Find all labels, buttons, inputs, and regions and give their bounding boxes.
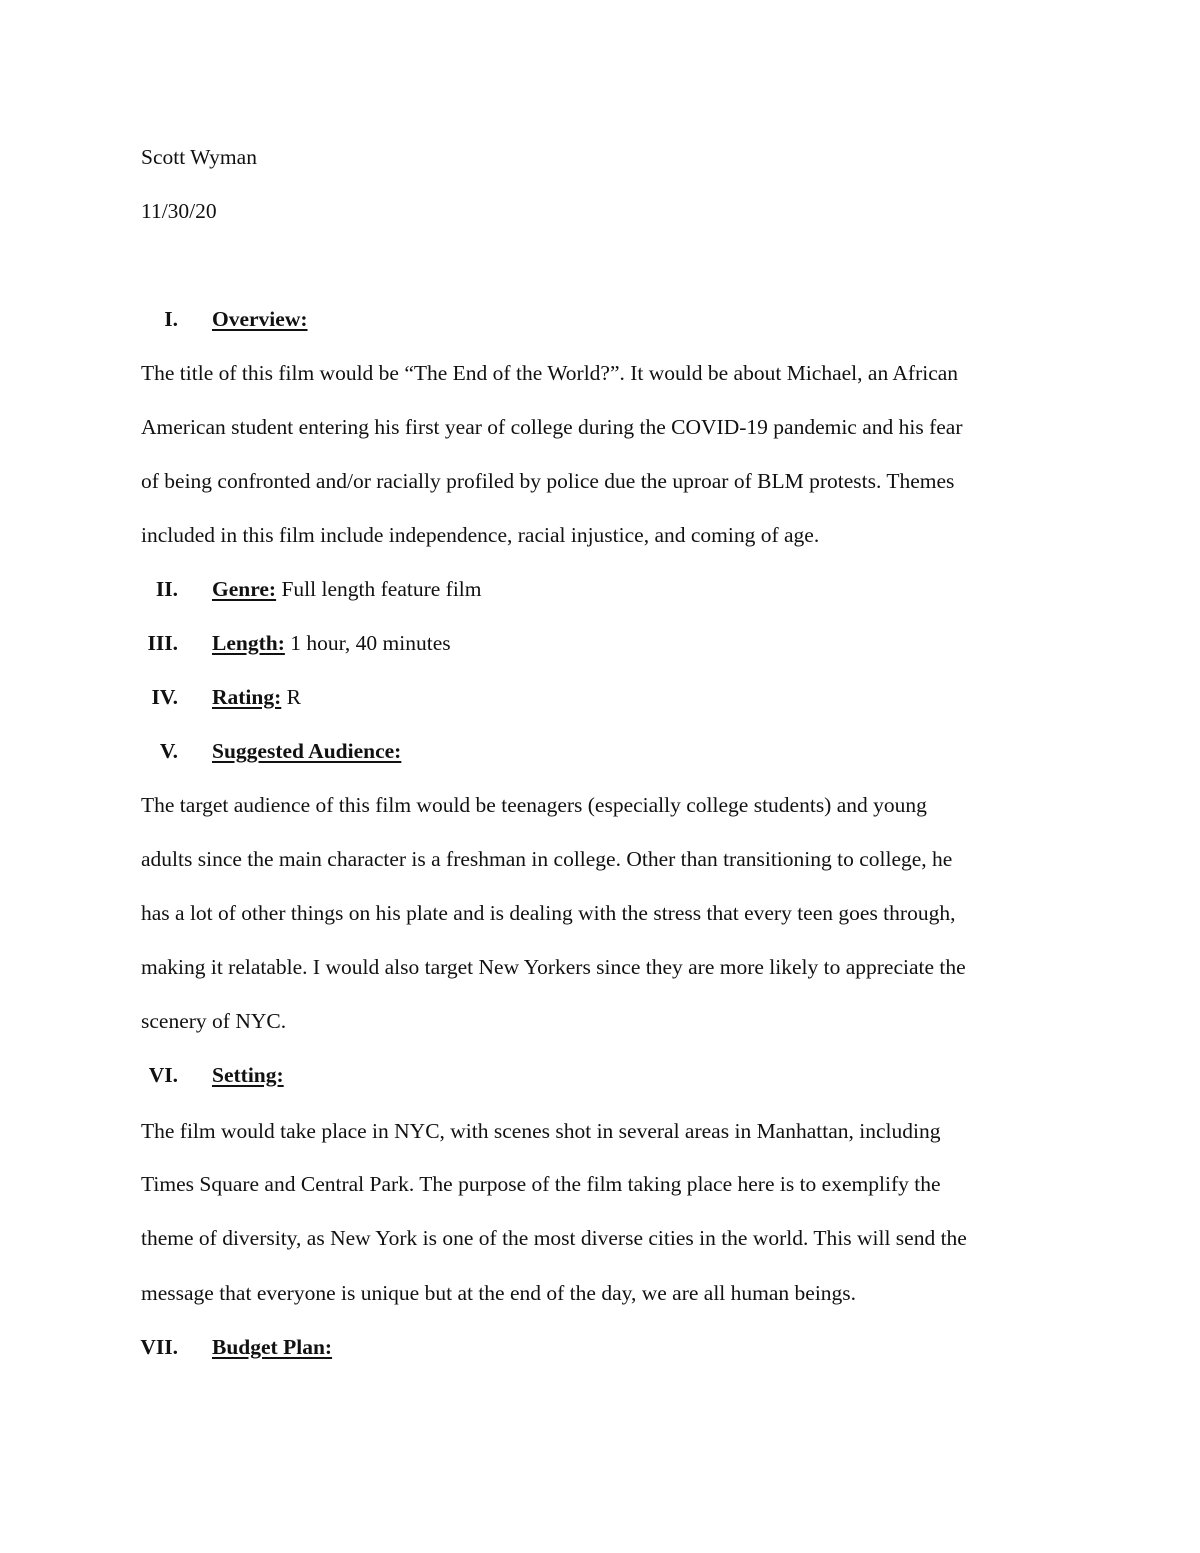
document-date: 11/30/20 bbox=[141, 199, 217, 223]
author-name: Scott Wyman bbox=[141, 145, 257, 169]
paragraph-line: adults since the main character is a freshman in college. Other than transitioning to college, he bbox=[141, 847, 953, 871]
paragraph-line: American student entering his first year of college during the COVID-19 pandemic and his fear bbox=[141, 415, 963, 439]
section-value: 1 hour, 40 minutes bbox=[290, 631, 451, 655]
paragraph-line: has a lot of other things on his plate and is dealing with the stress that every teen goes through, bbox=[141, 901, 956, 925]
section-value: R bbox=[286, 685, 301, 709]
paragraph-line: included in this film include independence, racial injustice, and coming of age. bbox=[141, 523, 820, 547]
section-label: Length: bbox=[212, 631, 285, 655]
section-label: Rating: bbox=[212, 685, 282, 709]
section-numeral: I . bbox=[0, 305, 178, 333]
section-label: Suggested Audience: bbox=[212, 739, 402, 763]
section-numeral: IV . bbox=[0, 683, 178, 711]
paragraph-line: making it relatable. I would also target New Yorkers since they are more likely to appreciate the bbox=[141, 955, 966, 979]
section-numeral: VII . bbox=[0, 1333, 178, 1361]
section-numeral: II . bbox=[0, 575, 178, 603]
section-numeral: V . bbox=[0, 737, 178, 765]
paragraph-line: The film would take place in NYC, with scenes shot in several areas in Manhattan, including bbox=[141, 1119, 941, 1143]
section-numeral: III . bbox=[0, 629, 178, 657]
section-label: Budget Plan: bbox=[212, 1335, 333, 1359]
section-value: Full length feature film bbox=[281, 577, 482, 601]
paragraph-line: theme of diversity, as New York is one of the most diverse cities in the world. This will send the bbox=[141, 1226, 967, 1250]
paragraph-line: of being confronted and/or racially profiled by police due the uproar of BLM protests. Themes bbox=[141, 469, 955, 493]
section-numeral: VI . bbox=[0, 1061, 178, 1089]
paragraph-line: message that everyone is unique but at the end of the day, we are all human beings. bbox=[141, 1281, 857, 1305]
section-label: Genre: bbox=[212, 577, 277, 601]
paragraph-line: Times Square and Central Park. The purpose of the film taking place here is to exemplify the bbox=[141, 1172, 941, 1196]
paragraph-line: scenery of NYC. bbox=[141, 1009, 287, 1033]
section-label: Setting: bbox=[212, 1063, 284, 1087]
section-label: Overview: bbox=[212, 307, 308, 331]
paragraph-line: The target audience of this film would be teenagers (especially college students) and young bbox=[141, 793, 927, 817]
paragraph-line: The title of this film would be “The End of the World?”. It would be about Michael, an African bbox=[141, 361, 959, 385]
